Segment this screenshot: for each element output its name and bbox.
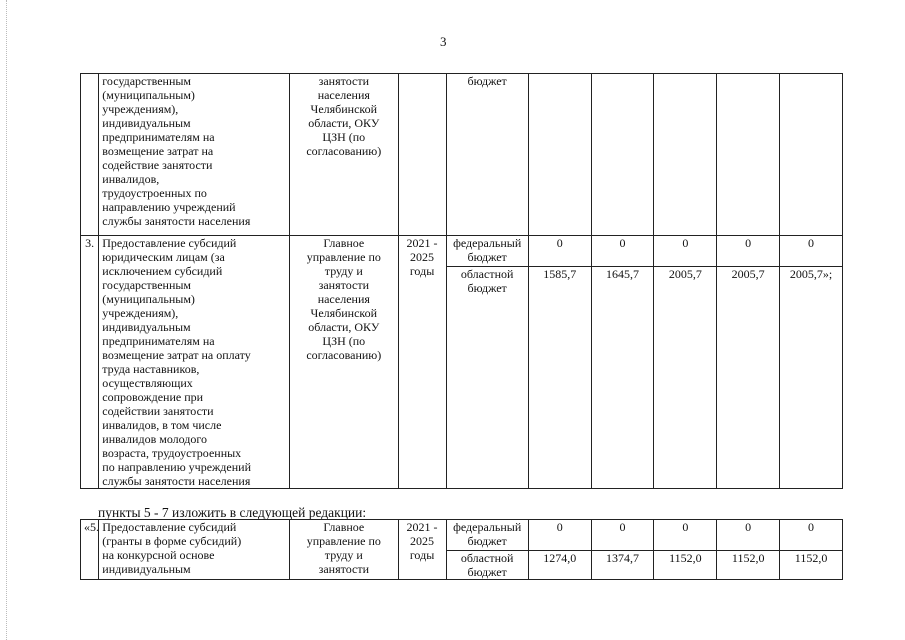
- description-lines: [102, 236, 286, 488]
- federal-value: 0: [808, 236, 815, 250]
- federal-value: 0: [556, 520, 563, 534]
- cell-value-2024: [717, 520, 780, 580]
- text-line: годы: [409, 548, 435, 562]
- cell-value-2023: [654, 236, 717, 489]
- cell-value-2024: [717, 236, 780, 489]
- text-line: инвалидов молодого: [102, 432, 208, 446]
- cell-value-2021: [528, 520, 591, 580]
- regional-value: 2005,7: [717, 266, 779, 281]
- text-line: (муниципальным): [102, 292, 195, 306]
- text-line: областной: [460, 267, 514, 281]
- cell-period: [398, 520, 446, 580]
- source-label: бюджет: [467, 74, 507, 88]
- text-line: на конкурсной основе: [102, 548, 215, 562]
- regional-value: 1152,0: [654, 550, 716, 565]
- source-regional: [447, 550, 528, 579]
- cell-source: [446, 74, 528, 236]
- text-line: индивидуальным: [102, 320, 191, 334]
- federal-value: 0: [682, 520, 689, 534]
- text-line: ЦЗН (по: [322, 130, 366, 144]
- cell-value-2022: [591, 236, 654, 489]
- text-line: трудоустроенных по: [102, 186, 207, 200]
- text-line: ЦЗН (по: [322, 334, 366, 348]
- text-line: занятости: [318, 278, 369, 292]
- text-line: годы: [409, 264, 435, 278]
- cell-value-2022: [591, 520, 654, 580]
- regional-value: 2005,7: [654, 266, 716, 281]
- text-line: населения: [317, 88, 370, 102]
- text-line: возраста, трудоустроенных: [102, 446, 242, 460]
- text-line: содействии занятости: [102, 404, 214, 418]
- program-table-top: [80, 73, 843, 489]
- table-row-3: [81, 236, 843, 489]
- cell-period: [398, 74, 446, 236]
- cell-num: «5.: [81, 520, 99, 580]
- cell-num: 3.: [81, 236, 99, 489]
- text-line: бюджет: [467, 534, 507, 548]
- cell-value: [654, 74, 717, 236]
- executor-lines: [293, 236, 395, 362]
- cell-value-2025: [780, 520, 843, 580]
- cell-period: [398, 236, 446, 489]
- text-line: управление по: [306, 250, 381, 264]
- cell-source: [446, 520, 528, 580]
- executor-lines: [293, 74, 395, 158]
- amendment-note: пункты 5 - 7 изложить в следующей редакции:: [98, 505, 367, 520]
- regional-value: 1374,7: [592, 550, 654, 565]
- text-line: области, ОКУ: [308, 116, 380, 130]
- text-line: Челябинской: [310, 102, 378, 116]
- text-line: сопровождение при: [102, 390, 204, 404]
- cell-value: [780, 74, 843, 236]
- cell-executor: [290, 520, 399, 580]
- regional-value: 1274,0: [529, 550, 591, 565]
- federal-value: 0: [619, 520, 626, 534]
- text-line: 2021 -: [406, 520, 438, 534]
- text-line: занятости: [318, 74, 369, 88]
- page-number: 3: [440, 34, 447, 49]
- text-line: юридическим лицам (за: [102, 250, 225, 264]
- description-lines: [102, 520, 286, 576]
- federal-value: 0: [682, 236, 689, 250]
- cell-source: [446, 236, 528, 489]
- cell-value: [591, 74, 654, 236]
- regional-value: 1645,7: [592, 266, 654, 281]
- cell-value-2025: [780, 236, 843, 489]
- cell-executor: [290, 236, 399, 489]
- table-row-5: [81, 520, 843, 580]
- cell-value-2021: [528, 236, 591, 489]
- text-line: 2025: [410, 534, 435, 548]
- regional-value: 1152,0: [780, 550, 842, 565]
- text-line: по направлению учреждений: [102, 460, 252, 474]
- text-line: (муниципальным): [102, 88, 195, 102]
- period-lines: [402, 520, 443, 562]
- text-line: учреждениям),: [102, 102, 179, 116]
- text-line: (гранты в форме субсидий): [102, 534, 242, 548]
- text-line: занятости: [318, 562, 369, 576]
- text-line: инвалидов,: [102, 172, 160, 186]
- text-line: содействие занятости: [102, 158, 213, 172]
- text-line: государственным: [102, 74, 192, 88]
- text-line: Предоставление субсидий: [102, 520, 237, 534]
- text-line: бюджет: [467, 565, 507, 579]
- text-line: федеральный: [453, 520, 522, 534]
- source-federal: [447, 236, 528, 266]
- regional-value: 1585,7: [529, 266, 591, 281]
- text-line: Главное: [323, 520, 365, 534]
- text-line: осуществляющих: [102, 376, 193, 390]
- text-line: индивидуальным: [102, 116, 191, 130]
- federal-value: 0: [808, 520, 815, 534]
- text-line: 2021 -: [406, 236, 438, 250]
- text-line: федеральный: [453, 236, 522, 250]
- text-line: 2025: [410, 250, 435, 264]
- text-line: предпринимателям на: [102, 334, 215, 348]
- cell-num: [81, 74, 99, 236]
- text-line: службы занятости населения: [102, 474, 251, 488]
- table-row-continued: [81, 74, 843, 236]
- text-line: направлению учреждений: [102, 200, 236, 214]
- cell-value-2023: [654, 520, 717, 580]
- text-line: труду и: [324, 548, 363, 562]
- page-edge-marks: [6, 0, 8, 640]
- cell-description: [99, 74, 290, 236]
- text-line: согласованию): [306, 144, 382, 158]
- cell-description: [99, 236, 290, 489]
- federal-value: 0: [745, 236, 752, 250]
- text-line: труда наставников,: [102, 362, 200, 376]
- cell-value: [717, 74, 780, 236]
- text-line: предпринимателям на: [102, 130, 215, 144]
- source-federal: [447, 520, 528, 550]
- source-regional: [447, 266, 528, 295]
- period-lines: [402, 236, 443, 278]
- text-line: службы занятости населения: [102, 214, 251, 228]
- executor-lines: [293, 520, 395, 576]
- text-line: Предоставление субсидий: [102, 236, 237, 250]
- text-line: населения: [317, 292, 370, 306]
- description-lines: [102, 74, 286, 228]
- text-line: бюджет: [467, 250, 507, 264]
- text-line: управление по: [306, 534, 381, 548]
- cell-executor: [290, 74, 399, 236]
- text-line: учреждениям),: [102, 306, 179, 320]
- text-line: области, ОКУ: [308, 320, 380, 334]
- text-line: возмещение затрат на оплату: [102, 348, 251, 362]
- text-line: бюджет: [467, 281, 507, 295]
- text-line: государственным: [102, 278, 192, 292]
- text-line: труду и: [324, 264, 363, 278]
- text-line: возмещение затрат на: [102, 144, 214, 158]
- text-line: областной: [460, 551, 514, 565]
- text-line: Главное: [323, 236, 365, 250]
- cell-value: [528, 74, 591, 236]
- regional-value: 1152,0: [717, 550, 779, 565]
- program-table-bottom: [80, 519, 843, 580]
- regional-value: 2005,7»;: [780, 266, 842, 281]
- text-line: исключением субсидий: [102, 264, 223, 278]
- text-line: инвалидов, в том числе: [102, 418, 222, 432]
- federal-value: 0: [745, 520, 752, 534]
- text-line: индивидуальным: [102, 562, 191, 576]
- cell-description: [99, 520, 290, 580]
- federal-value: 0: [619, 236, 626, 250]
- federal-value: 0: [556, 236, 563, 250]
- text-line: Челябинской: [310, 306, 378, 320]
- text-line: согласованию): [306, 348, 382, 362]
